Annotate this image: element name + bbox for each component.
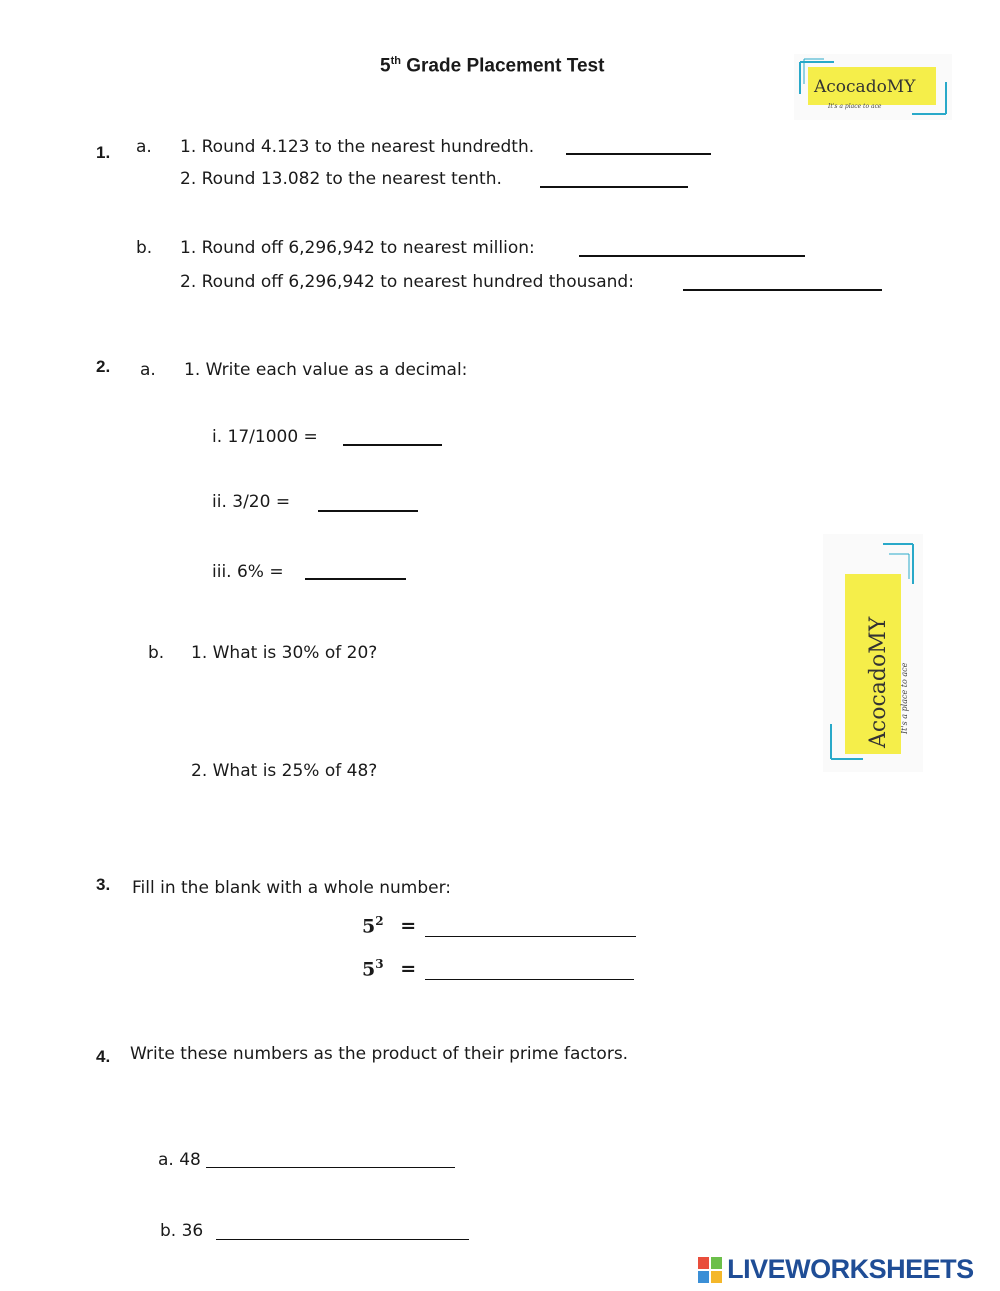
question-3-number: 3. xyxy=(96,875,111,894)
q1a-item-1: 1. Round 4.123 to the nearest hundredth. xyxy=(180,137,535,157)
q1b-item-1: 1. Round off 6,296,942 to nearest million: xyxy=(180,238,535,258)
q1a-item-1-answer-line[interactable] xyxy=(566,153,711,155)
liveworksheets-wordmark: LIVEWORKSHEETS xyxy=(727,1254,974,1284)
q3-expression-2-answer-line[interactable] xyxy=(425,979,634,980)
q1b-item-1-answer-line[interactable] xyxy=(579,255,805,257)
page-title: 5th Grade Placement Test xyxy=(380,55,605,77)
q2a-item-iii-answer-line[interactable] xyxy=(305,578,406,580)
q1a-label: a. xyxy=(136,137,152,157)
q2a-item-iii: iii. 6% = xyxy=(212,562,284,582)
q3-expression-1: $5^2$ = xyxy=(362,914,417,938)
q2a-item-ii: ii. 3/20 = xyxy=(212,492,291,512)
q1b-item-2-answer-line[interactable] xyxy=(683,289,882,291)
logo-brand-text: AcocadoMY xyxy=(814,77,916,97)
logo-tagline: It's a place to ace xyxy=(828,103,882,110)
q1b-label: b. xyxy=(136,238,153,258)
vertical-logo-tagline: It's a place to ace xyxy=(900,662,909,734)
vertical-logo-brand-text: AcocadoMY xyxy=(866,616,891,748)
q2a-label: a. xyxy=(140,360,156,380)
question-2-number: 2. xyxy=(96,357,111,376)
q2a-item-i-answer-line[interactable] xyxy=(343,444,442,446)
q3-expression-2: $5^3$ = xyxy=(362,957,417,981)
q4-item-a: a. 48 xyxy=(158,1150,201,1170)
q3-expression-1-answer-line[interactable] xyxy=(425,936,636,937)
q2b-label: b. xyxy=(148,643,165,663)
q4-item-a-answer-line[interactable] xyxy=(206,1167,455,1168)
q4-item-b: b. 36 xyxy=(160,1221,204,1241)
question-4-number: 4. xyxy=(96,1047,111,1066)
q2b-item-2: 2. What is 25% of 48? xyxy=(191,761,378,781)
liveworksheets-brand xyxy=(698,1254,974,1285)
q2a-item-ii-answer-line[interactable] xyxy=(318,510,418,512)
q1a-item-2: 2. Round 13.082 to the nearest tenth. xyxy=(180,169,502,189)
q4-item-b-answer-line[interactable] xyxy=(216,1239,469,1240)
academy-logo-vertical xyxy=(823,534,923,772)
q1b-item-2: 2. Round off 6,296,942 to nearest hundred thousand: xyxy=(180,272,634,292)
liveworksheets-logo-icon xyxy=(698,1257,722,1283)
q4-prompt: Write these numbers as the product of their prime factors. xyxy=(130,1044,629,1064)
q2b-item-1: 1. What is 30% of 20? xyxy=(191,643,378,663)
q1a-item-2-answer-line[interactable] xyxy=(540,186,688,188)
q2a-prompt: 1. Write each value as a decimal: xyxy=(184,360,468,380)
academy-logo-graphic xyxy=(794,54,952,120)
q2a-item-i: i. 17/1000 = xyxy=(212,427,318,447)
question-1-number: 1. xyxy=(96,143,111,162)
q3-prompt: Fill in the blank with a whole number: xyxy=(132,878,452,898)
academy-logo xyxy=(794,54,952,120)
academy-logo-vertical-graphic xyxy=(823,534,923,772)
